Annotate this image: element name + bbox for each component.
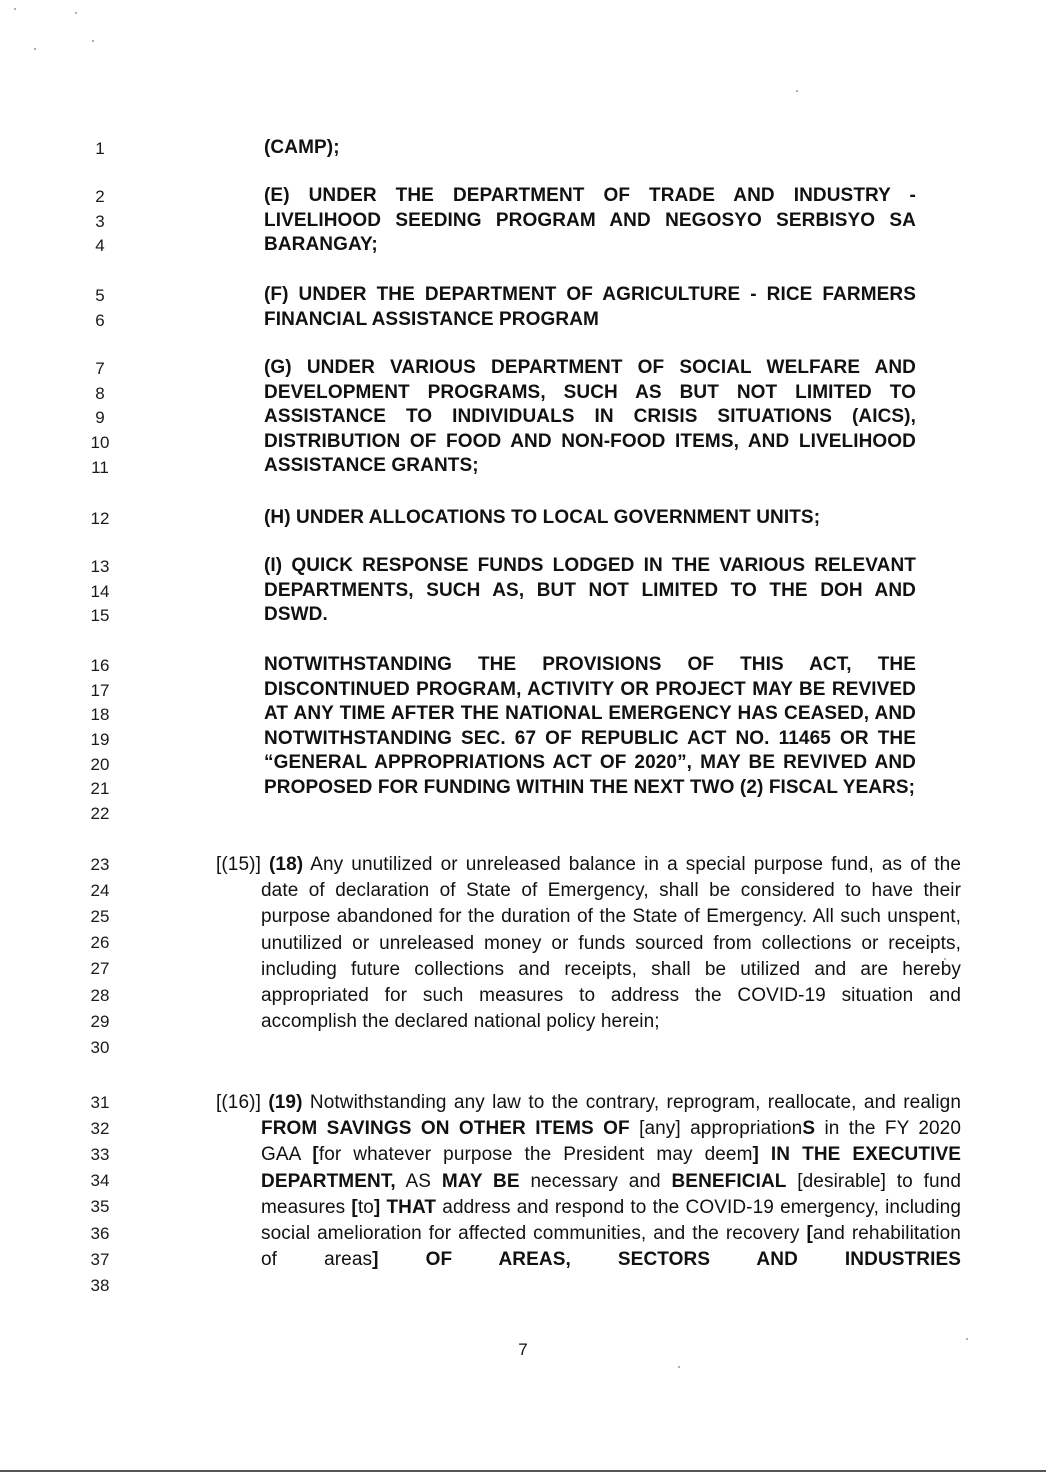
line-number: 13 — [90, 557, 110, 576]
inserted-text: ] THAT — [373, 1196, 437, 1218]
line-number: 38 — [90, 1276, 110, 1295]
inserted-text: ] IN THE EXECUTIVE DEPARTMENT, — [261, 1144, 961, 1192]
line-number: 24 — [90, 881, 110, 900]
line-number: 2 — [95, 187, 105, 206]
scan-speck — [966, 1338, 968, 1340]
page-number: 7 — [518, 1340, 528, 1359]
paragraph-text: Any unutilized or unreleased balance in a special purpose fund, as of the date of declaration of State of Emergency, shall be considered to have their purpose abandoned for the duration of the State of Emergency. All such unspent, unutilized or unreleased money or funds sourced from collections or receipts, including future collections and receipts, shall be utilized and are hereby appropriated for such measures to address the COVID-19 situation and accomplish the declared national policy herein; — [261, 854, 961, 1033]
item-e: (E) UNDER THE DEPARTMENT OF TRADE AND INDUSTRY - LIVELIHOOD SEEDING PROGRAM AND NEGOSYO SERBISYO SA BARANGAY; — [264, 185, 916, 256]
line-number: 20 — [90, 755, 110, 774]
line-number: 5 — [95, 286, 105, 305]
text-segment: in the FY 2020 GAA — [261, 1118, 962, 1166]
deleted-text: for whatever purpose the President may deem — [318, 1144, 753, 1166]
line-number: 1 — [95, 139, 105, 158]
old-number: [(16)] — [216, 1092, 261, 1113]
bracket: [ — [351, 1196, 358, 1218]
line-number: 34 — [90, 1171, 110, 1190]
line-number: 23 — [90, 855, 110, 874]
paragraph-19 — [216, 1090, 961, 1273]
paragraph-18 — [216, 852, 961, 1035]
line-number: 26 — [90, 933, 110, 952]
scan-speck — [34, 48, 36, 50]
line-number: 33 — [90, 1145, 110, 1164]
scan-speck — [14, 8, 16, 10]
line-number: 8 — [95, 384, 105, 403]
item-h: (H) UNDER ALLOCATIONS TO LOCAL GOVERNMENT UNITS; — [264, 507, 821, 528]
old-number: [(15)] — [216, 854, 261, 875]
line-number: 28 — [90, 986, 110, 1005]
line-number: 37 — [90, 1250, 110, 1269]
line-number: 30 — [90, 1038, 110, 1057]
inserted-text: ] OF AREAS, SECTORS AND INDUSTRIES — [372, 1249, 961, 1271]
line-number: 4 — [95, 236, 105, 255]
line-number: 19 — [90, 730, 110, 749]
text-segment: [any] appropriation — [639, 1118, 803, 1140]
line-number: 12 — [90, 509, 110, 528]
line-number: 21 — [90, 779, 110, 798]
line-number: 7 — [95, 359, 105, 378]
line-number: 36 — [90, 1224, 110, 1243]
inserted-text: S — [802, 1118, 816, 1140]
line-number: 32 — [90, 1119, 110, 1138]
scan-speck — [75, 12, 77, 14]
item-f: (F) UNDER THE DEPARTMENT OF AGRICULTURE - RICE FARMERS FINANCIAL ASSISTANCE PROGRAM — [264, 284, 916, 330]
line-number: 14 — [90, 582, 110, 601]
line-number: 35 — [90, 1197, 110, 1216]
scan-speck — [796, 90, 798, 92]
deleted-text: to — [357, 1196, 374, 1218]
scan-speck — [92, 40, 94, 42]
text-segment: [desirable] to fund measures — [261, 1170, 961, 1218]
item-i: (I) QUICK RESPONSE FUNDS LODGED IN THE VARIOUS RELEVANT DEPARTMENTS, SUCH AS, BUT NOT LIMITED TO THE DOH AND DSWD. — [264, 555, 916, 626]
line-number: 29 — [90, 1012, 110, 1031]
line-number: 10 — [90, 433, 110, 452]
line-number: 22 — [90, 804, 110, 823]
inserted-text: FROM SAVINGS ON OTHER ITEMS OF — [261, 1118, 630, 1140]
new-number: (19) — [268, 1092, 303, 1113]
line-number: 11 — [91, 458, 109, 477]
bracket: [ — [806, 1223, 813, 1245]
line-number: 6 — [95, 311, 105, 330]
line-number: 18 — [90, 705, 110, 724]
new-number: (18) — [269, 854, 304, 875]
line-number: 31 — [90, 1093, 110, 1112]
item-g: (G) UNDER VARIOUS DEPARTMENT OF SOCIAL WELFARE AND DEVELOPMENT PROGRAMS, SUCH AS BUT NOT LIMITED TO ASSISTANCE TO INDIVIDUALS IN CRISIS SITUATIONS (AICS), DISTRIBUTION OF FOOD AND NON-FOOD ITEMS, AND LIVELIHOOD ASSISTANCE GRANTS; — [264, 357, 916, 477]
line-number: 16 — [90, 656, 110, 675]
inserted-text: MAY BE — [441, 1170, 520, 1192]
line-number: 25 — [90, 907, 110, 926]
bracket: [ — [312, 1144, 319, 1166]
scan-speck — [678, 1366, 680, 1368]
notwithstanding-paragraph: NOTWITHSTANDING THE PROVISIONS OF THIS ACT, THE DISCONTINUED PROGRAM, ACTIVITY OR PROJECT MAY BE REVIVED AT ANY TIME AFTER THE NATIONAL EMERGENCY HAS CEASED, AND NOTWITHSTANDING SEC. 67 OF REPUBLIC ACT NO. 11465 OR THE “GENERAL APPROPRIATIONS ACT OF 2020”, MAY BE REVIVED AND PROPOSED FOR FUNDING WITHIN THE NEXT TWO (2) FISCAL YEARS; — [264, 654, 916, 798]
camp-line: (CAMP); — [264, 137, 340, 158]
text-segment: Notwithstanding any law to the contrary, reprogram, reallocate, and realign — [309, 1092, 961, 1113]
inserted-text: BENEFICIAL — [671, 1170, 787, 1192]
line-number: 17 — [90, 681, 110, 700]
line-number: 3 — [95, 212, 105, 231]
line-number: 9 — [95, 408, 105, 427]
text-segment: AS — [405, 1170, 432, 1192]
line-number: 15 — [90, 606, 110, 625]
deleted-text: and rehabilitation of areas — [261, 1223, 961, 1271]
page-bottom-edge — [0, 1470, 1046, 1472]
text-segment: necessary and — [530, 1170, 661, 1192]
line-number: 27 — [90, 959, 110, 978]
text-segment: address and respond to the COVID-19 emergency, including social amelioration for affected communities, and the recovery — [261, 1196, 961, 1245]
